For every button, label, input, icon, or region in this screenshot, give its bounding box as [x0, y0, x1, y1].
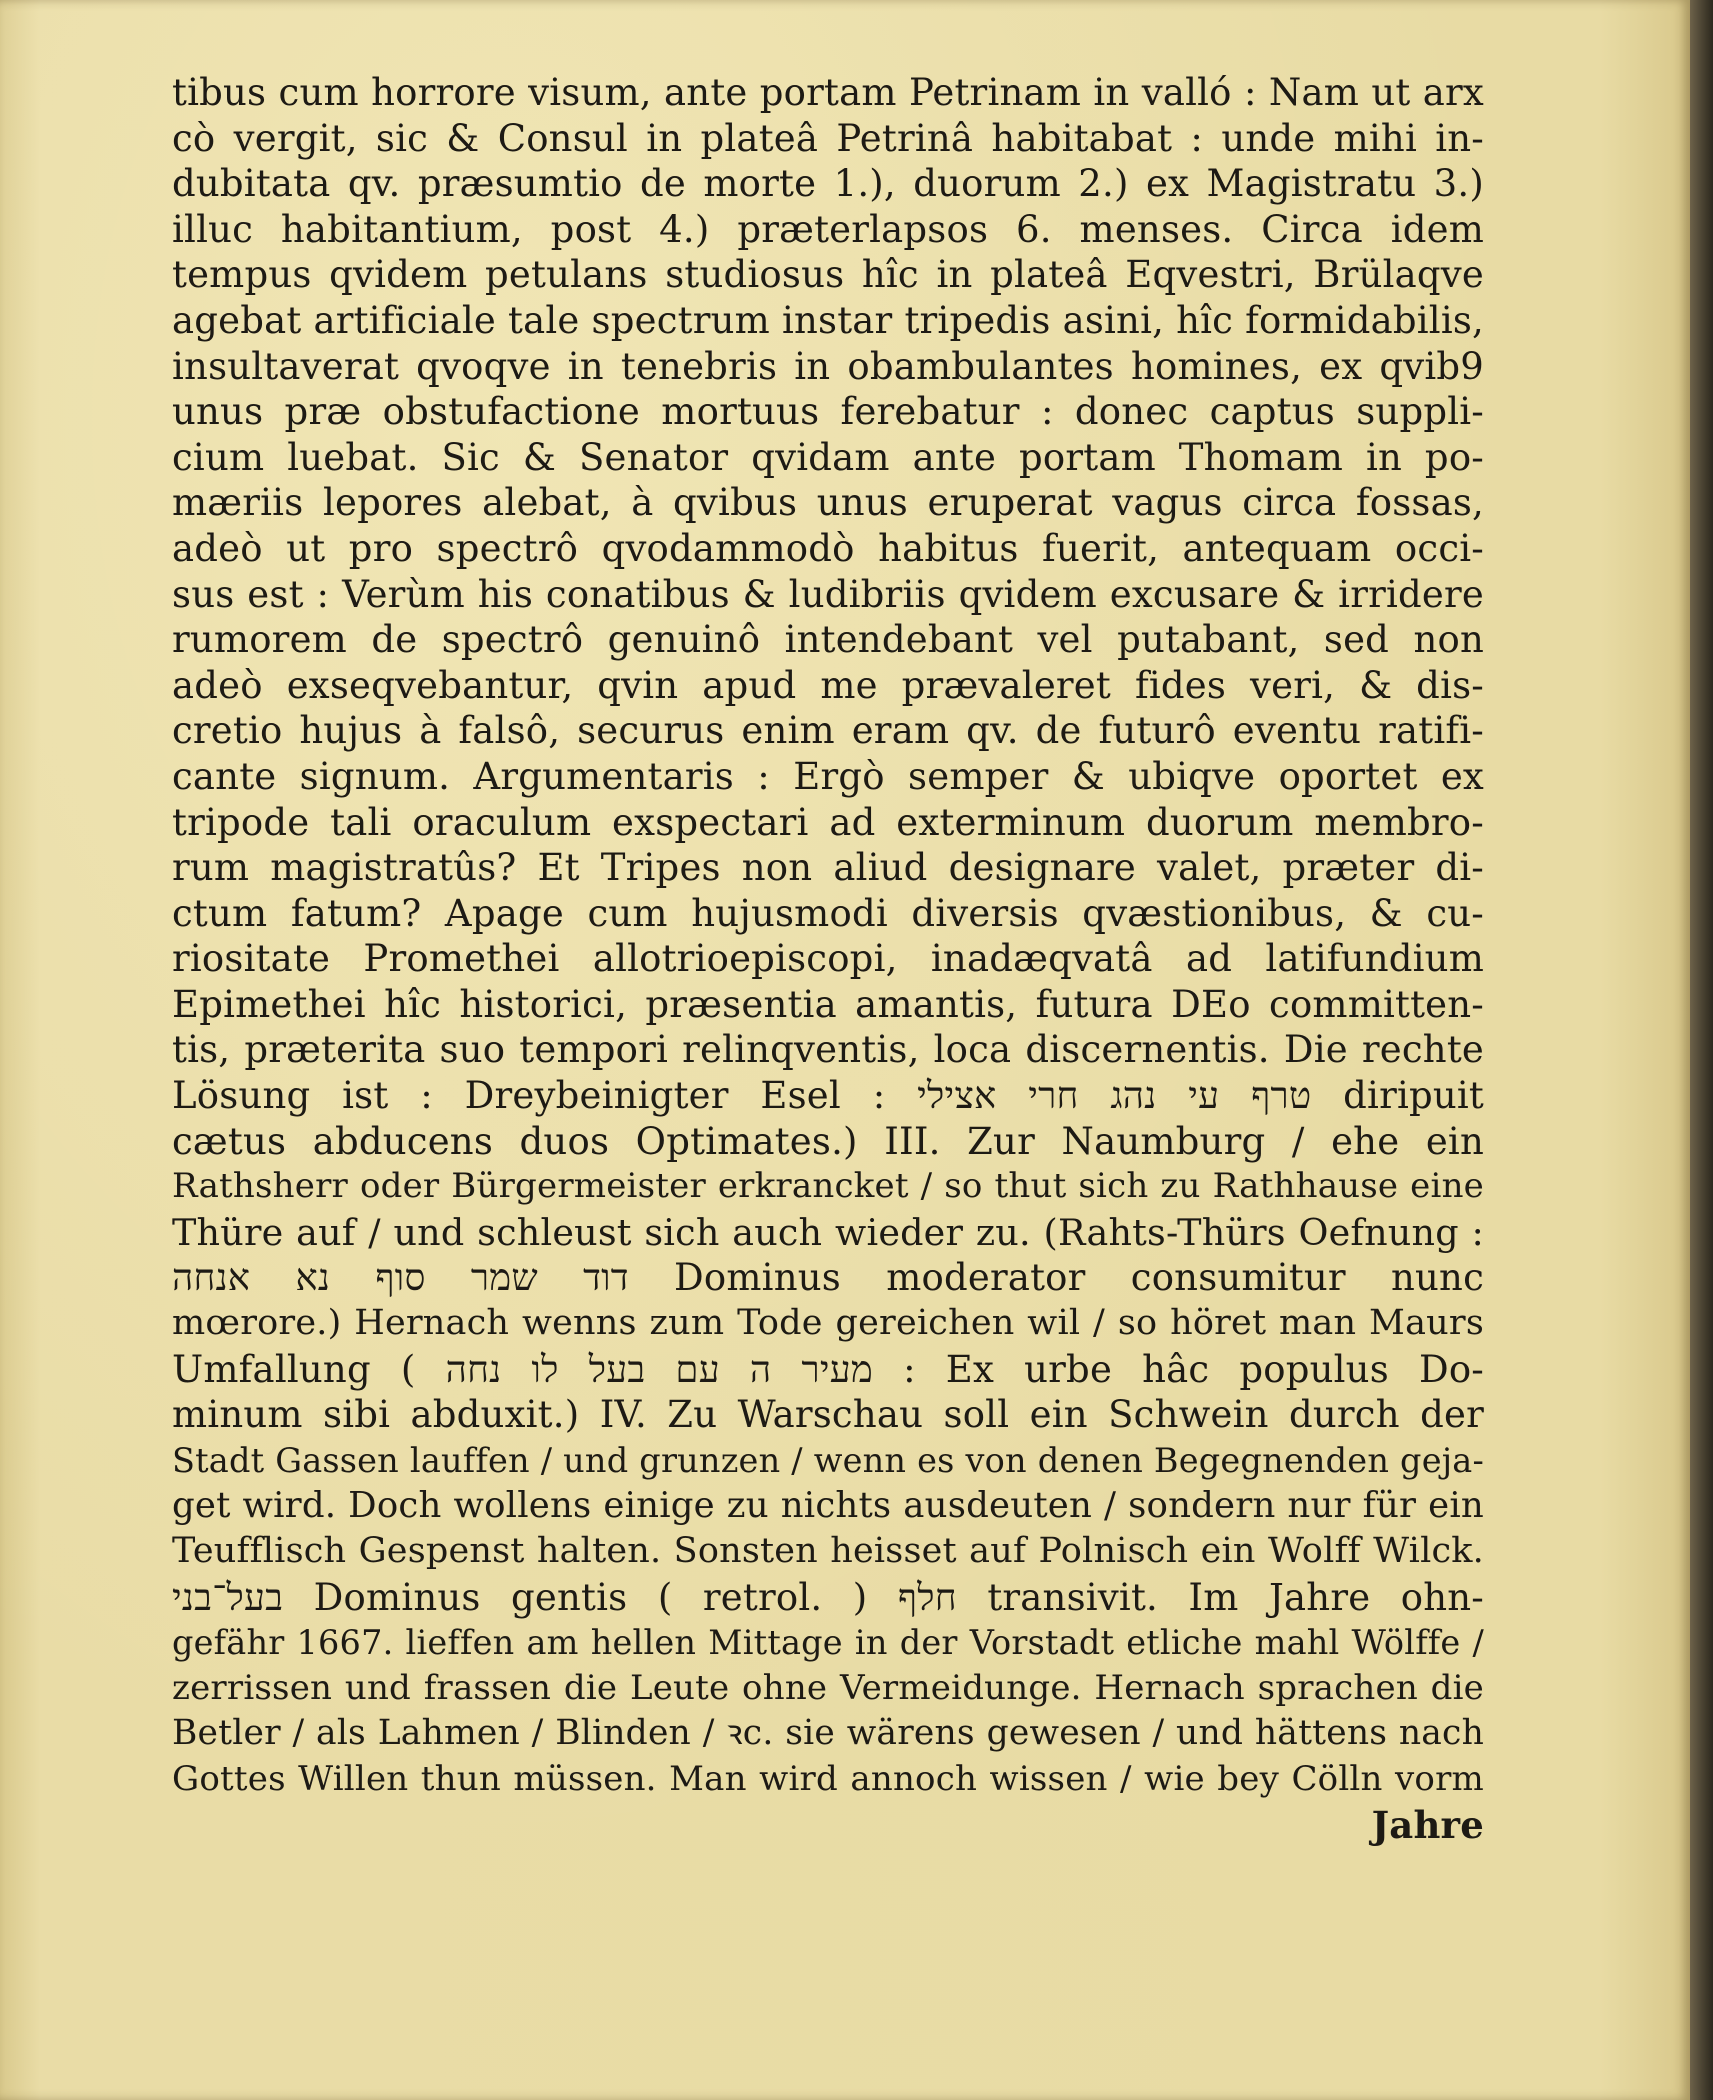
text-line: agebat artificiale tale spectrum instar tripedis asini, hîc formidabilis, — [172, 298, 1484, 342]
text-line: tempus qvidem petulans studiosus hîc in plateâ Eqvestri, Brülaqve — [172, 253, 1484, 297]
text-line: insultaverat qvoqve in tenebris in obambulantes homines, ex qvib9 — [172, 344, 1484, 388]
text-line: tibus cum horrore visum, ante portam Petrinam in valló : Nam ut arx — [172, 71, 1484, 114]
text-line: rum magistratûs? Et Tripes non aliud designare valet, præter di- — [172, 846, 1484, 890]
text-line: adeò ut pro spectrô qvodammodò habitus fuerit, antequam occi- — [172, 526, 1484, 570]
text-line: Rathsherr oder Bürgermeister erkrancket / so thut sich zu Rathhause eine — [172, 1166, 1484, 1207]
text-line: sus est : Verùm his conatibus & ludibriis qvidem excusare & irridere — [172, 572, 1484, 616]
text-line: rumorem de spectrô genuinô intendebant vel putabant, sed non — [172, 618, 1484, 662]
text-line: tripode tali oraculum exspectari ad exterminum duorum membro- — [172, 800, 1484, 844]
text-line: Umfallung ( מעיר ה עם בעל לו נחה : Ex urbe hâc populus Do- — [172, 1347, 1484, 1391]
text-line: Thüre auf / und schleust sich auch wieder zu. (Rahts-Thürs Oefnung : — [172, 1210, 1484, 1254]
text-line: בעל־בני Dominus gentis ( retrol. ) חלף transivit. Im Jahre ohn- — [172, 1575, 1485, 1619]
text-line: tis, præterita suo tempori relinqventis, loca discernentis. Die rechte — [172, 1028, 1484, 1072]
text-line: unus præ obstufactione mortuus ferebatur : donec captus suppli- — [172, 390, 1484, 434]
text-line: cretio hujus à falsô, securus enim eram qv. de futurô eventu ratifi- — [172, 709, 1484, 753]
text-line: ctum fatum? Apage cum hujusmodi diversis qvæstionibus, & cu- — [172, 891, 1484, 935]
text-line: riositate Promethei allotrioepiscopi, inadæqvatâ ad latifundium — [172, 937, 1484, 981]
text-line: minum sibi abduxit.) IV. Zu Warschau soll ein Schwein durch der — [172, 1393, 1484, 1437]
text-line: cium luebat. Sic & Senator qvidam ante portam Thomam in po- — [172, 435, 1484, 479]
text-line: דוד שמר סוף נא אנחה Dominus moderator consumitur nunc — [172, 1256, 1485, 1300]
text-line: illuc habitantium, post 4.) præterlapsos 6. menses. Circa idem — [172, 207, 1484, 251]
text-line: dubitata qv. præsumtio de morte 1.), duorum 2.) ex Magistratu 3.) — [172, 162, 1484, 206]
text-line: Teufflisch Gespenst halten. Sonsten heisset auf Polnisch ein Wolff Wilck. — [172, 1531, 1484, 1571]
text-line: Betler / als Lahmen / Blinden / ꝛc. sie wärens gewesen / und hättens nach — [172, 1713, 1484, 1754]
text-line: Epimethei hîc historici, præsentia amantis, futura DEo committen- — [172, 982, 1484, 1026]
text-line: get wird. Doch wollens einige zu nichts ausdeuten / sondern nur für ein — [172, 1485, 1484, 1527]
body-text — [172, 70, 1484, 1848]
text-line: cætus abducens duos Optimates.) III. Zur Naumburg / ehe ein — [172, 1119, 1484, 1163]
text-line: cante signum. Argumentaris : Ergò semper & ubiqve oportet ex — [172, 754, 1484, 798]
text-line: mœrore.) Hernach wenns zum Tode gereichen wil / so höret man Maurs — [172, 1303, 1484, 1344]
page-edge-shadow — [1690, 0, 1713, 2100]
text-line: Lösung ist : Dreybeinigter Esel : טרף עי נהג חרי אצילי diripuit — [172, 1074, 1485, 1118]
text-line: zerrissen und frassen die Leute ohne Vermeidunge. Hernach sprachen die — [172, 1667, 1484, 1708]
text-line: gefähr 1667. lieffen am hellen Mittage in der Vorstadt etliche mahl Wölffe / — [172, 1623, 1484, 1663]
text-line: adeò exseqvebantur, qvin apud me prævaleret fides veri, & dis- — [172, 663, 1484, 707]
text-line: mæriis lepores alebat, à qvibus unus eruperat vagus circa fossas, — [172, 481, 1484, 525]
catchword: Jahre — [1371, 1802, 1484, 1847]
text-line: Gottes Willen thun müssen. Man wird annoch wissen / wie bey Cölln vorm — [172, 1758, 1484, 1799]
text-line: cò vergit, sic & Consul in plateâ Petrinâ habitabat : unde mihi in- — [172, 116, 1484, 160]
text-line: Stadt Gassen lauffen / und grunzen / wenn es von denen Begegnenden geja- — [172, 1440, 1484, 1480]
